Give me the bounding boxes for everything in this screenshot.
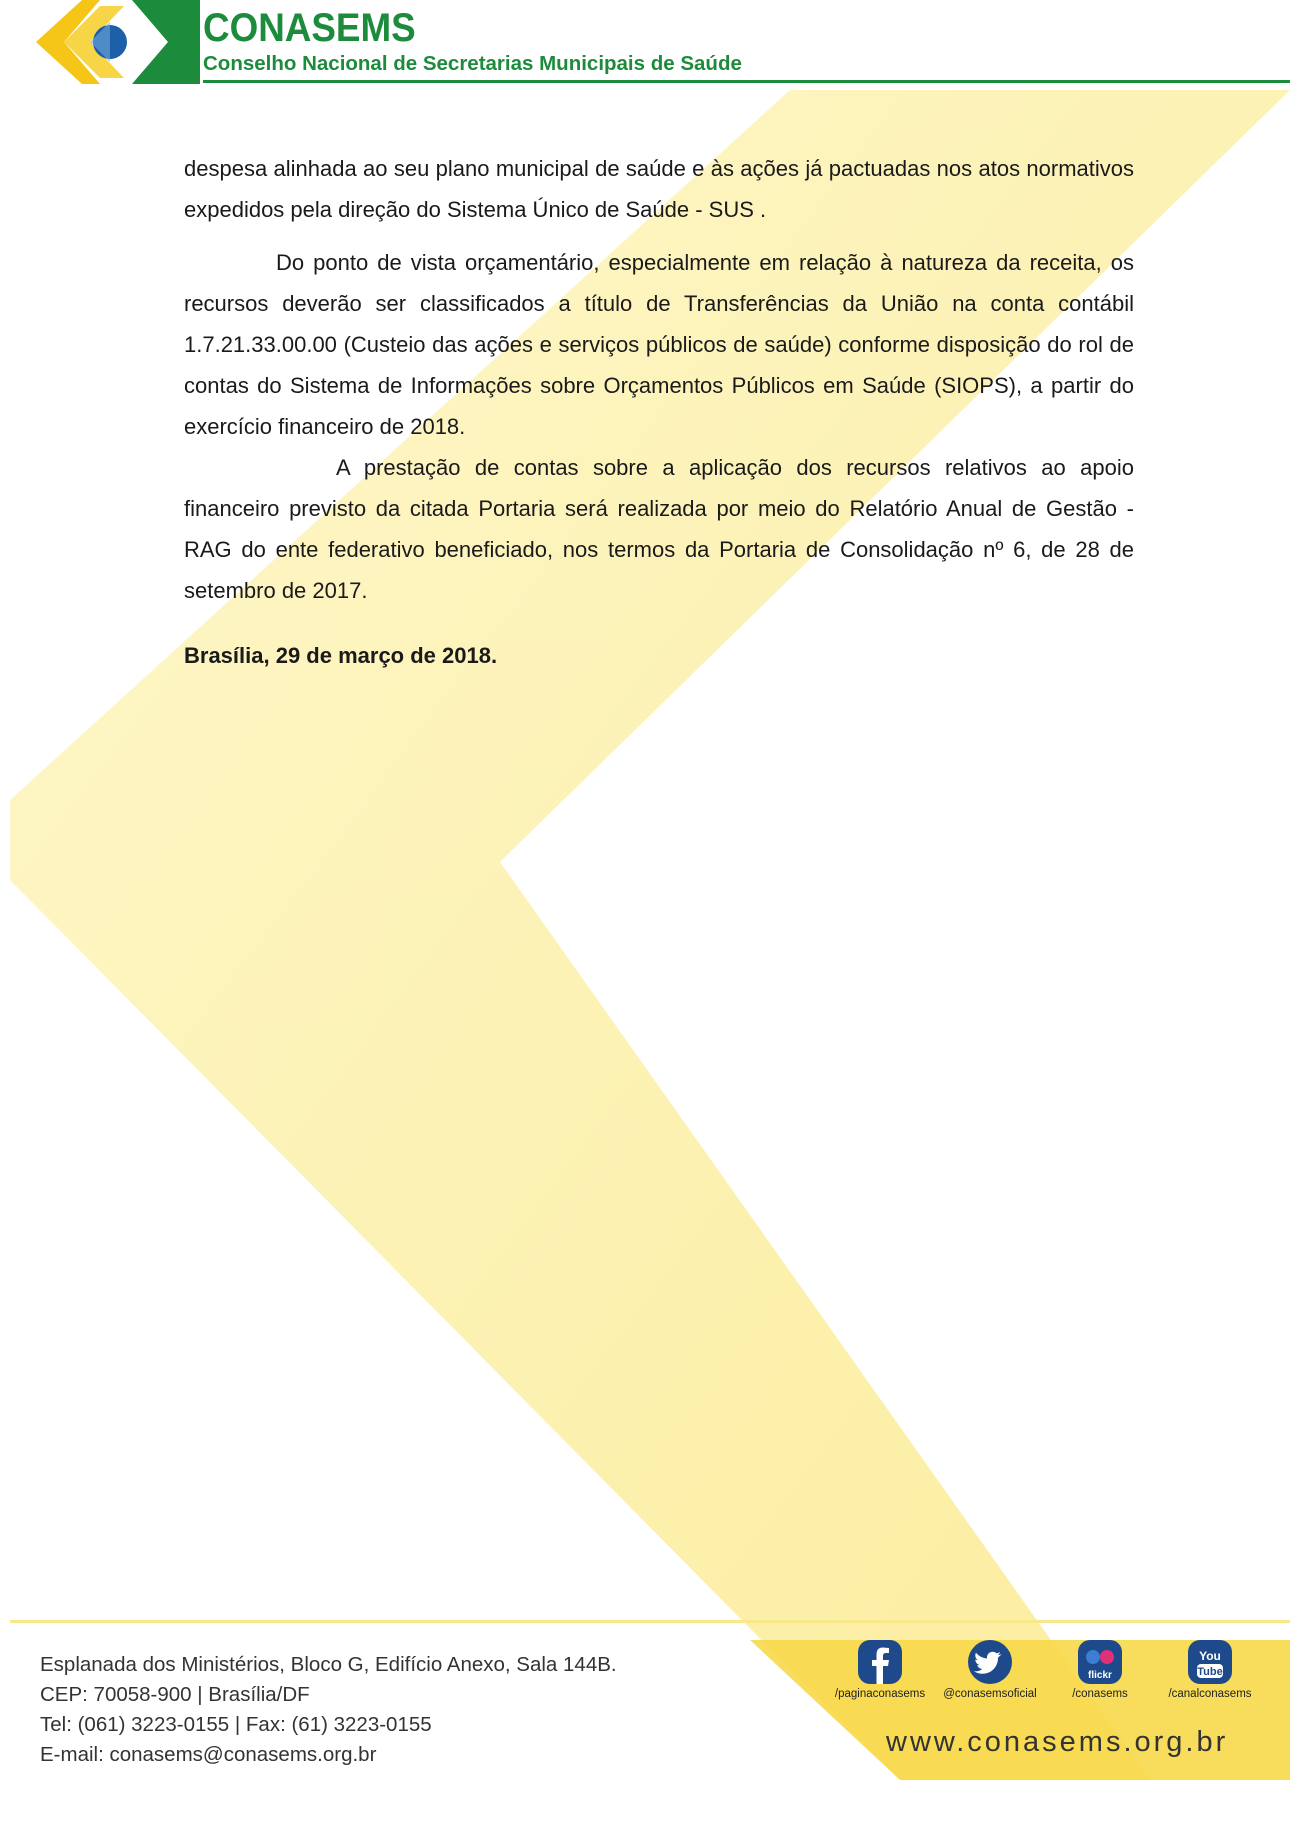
- header-divider: [203, 80, 1290, 83]
- facebook-label: /paginaconasems: [834, 1688, 926, 1700]
- youtube-icon: [1186, 1640, 1234, 1686]
- document-body: [184, 148, 1134, 676]
- conasems-logo-icon: [36, 0, 200, 90]
- address-line-1: Esplanada dos Ministérios, Bloco G, Edifício Anexo, Sala 144B.: [40, 1653, 617, 1676]
- letterhead-footer: [0, 1610, 1290, 1825]
- facebook-link[interactable]: [826, 1640, 934, 1700]
- social-links: [826, 1640, 1266, 1700]
- twitter-link[interactable]: [936, 1640, 1044, 1700]
- twitter-icon: [966, 1640, 1014, 1686]
- email-line: E-mail: conasems@conasems.org.br: [40, 1743, 377, 1766]
- youtube-link[interactable]: [1156, 1640, 1264, 1700]
- date-line: Brasília, 29 de março de 2018.: [184, 643, 498, 668]
- flickr-wordmark: flickr: [1088, 1670, 1112, 1681]
- paragraph-1: despesa alinhada ao seu plano municipal de saúde e às ações já pactuadas nos atos normativos expedidos pela direção do Sistema Único de Saúde - SUS .: [184, 156, 1134, 222]
- paragraph-2: Do ponto de vista orçamentário, especialmente em relação à natureza da receita, os recursos deverão ser classificados a título de Transferências da União na conta contábil 1.7.21.33.00.00 (Custeio das ações e serviços públicos de saúde) conforme disposição do rol de contas do Sistema de Informações sobre Orçamentos Públicos em Saúde (SIOPS), a partir do exercício financeiro de 2018.: [184, 250, 1134, 439]
- phone-line: Tel: (061) 3223-0155 | Fax: (61) 3223-0155: [40, 1713, 432, 1736]
- website-link[interactable]: www.conasems.org.br: [886, 1726, 1229, 1758]
- brand-name: CONASEMS: [203, 6, 416, 50]
- youtube-label: /canalconasems: [1168, 1688, 1252, 1700]
- flickr-link[interactable]: [1046, 1640, 1154, 1700]
- facebook-icon: [856, 1640, 904, 1686]
- footer-divider: [10, 1620, 1290, 1623]
- address-line-2: CEP: 70058-900 | Brasília/DF: [40, 1683, 310, 1706]
- contact-block: [40, 1650, 617, 1770]
- youtube-wordmark-bottom: Tube: [1197, 1666, 1223, 1678]
- flickr-icon: [1076, 1640, 1124, 1686]
- letterhead-header: [0, 0, 1290, 95]
- twitter-label: @conasemsoficial: [943, 1688, 1037, 1700]
- flickr-label: /conasems: [1072, 1688, 1128, 1700]
- youtube-wordmark-top: You: [1199, 1649, 1221, 1663]
- paragraph-3: A prestação de contas sobre a aplicação dos recursos relativos ao apoio financeiro previsto da citada Portaria será realizada por meio do Relatório Anual de Gestão - RAG do ente federativo beneficiado, nos termos da Portaria de Consolidação nº 6, de 28 de setembro de 2017.: [184, 455, 1134, 603]
- brand-subtitle: Conselho Nacional de Secretarias Municipais de Saúde: [203, 52, 742, 75]
